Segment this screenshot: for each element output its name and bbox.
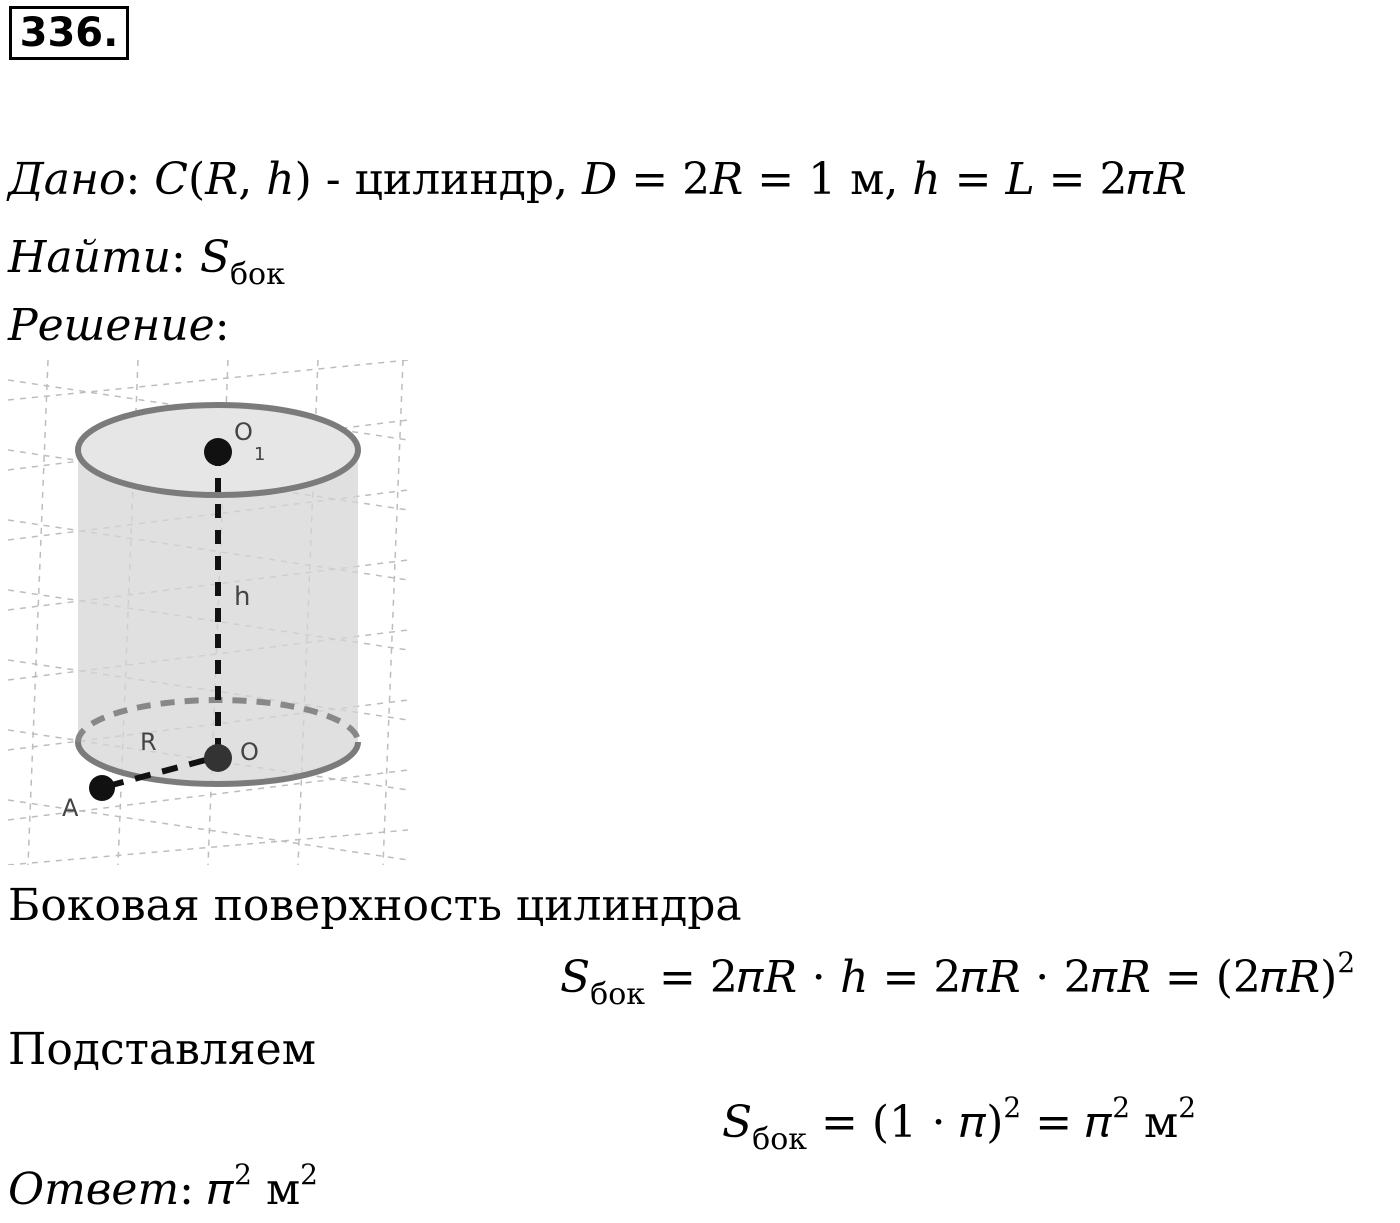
answer-sup1: 2 [234,1158,252,1191]
problem-number: 336. [9,6,129,60]
answer-line [8,1158,318,1223]
answer-label: Ответ [8,1164,180,1215]
formula1-sub: бок [590,977,646,1012]
formula2-rhs2: = 𝜋 [1021,1097,1113,1148]
formula2-sup3: 2 [1178,1091,1197,1124]
solution-colon: : [214,300,230,351]
find-line [8,230,285,291]
formula2-s: 𝑆 [722,1097,753,1148]
given-text: : 𝐶(𝑅, ℎ) - цилиндр, 𝐷 = 2𝑅 = 1 м, ℎ = 𝐿 = 2𝜋𝑅 [125,154,1187,205]
label-a: A [62,794,79,822]
lateral-surface-text: Боковая поверхность цилиндра [8,880,742,931]
answer-sup2: 2 [300,1158,318,1191]
answer-text2: м [251,1164,301,1215]
point-o [204,744,232,772]
formula1-s: 𝑆 [560,952,591,1003]
given-line [8,152,1187,208]
find-text: : 𝑆 [171,232,230,283]
formula1-rhs: = 2𝜋𝑅 ⋅ ℎ = 2𝜋𝑅 ⋅ 2𝜋𝑅 = (2𝜋𝑅) [645,952,1338,1003]
point-a [89,775,115,801]
substitute-text: Подставляем [8,1024,316,1075]
label-h: h [234,582,251,612]
solution-label: Решение [8,300,215,351]
solution-line [8,298,230,354]
formula-lateral-area [560,946,1356,1012]
formula2-sup1: 2 [1003,1091,1022,1124]
find-subscript: бок [229,257,285,292]
given-label: Дано [8,154,126,205]
formula2-rhs3: м [1130,1097,1179,1148]
answer-text1: : 𝜋 [179,1164,235,1215]
formula1-sup: 2 [1337,946,1356,979]
cylinder-figure [8,360,413,865]
label-r: R [140,728,157,756]
label-o1: O [234,418,253,446]
label-o1-sub: 1 [254,444,266,465]
formula2-sub: бок [752,1122,808,1157]
point-o1 [204,438,232,466]
find-label: Найти [8,232,172,283]
formula2-rhs1: = (1 ⋅ 𝜋) [807,1097,1004,1148]
formula-substituted [722,1091,1197,1157]
formula2-sup2: 2 [1112,1091,1131,1124]
label-o: O [240,738,259,766]
